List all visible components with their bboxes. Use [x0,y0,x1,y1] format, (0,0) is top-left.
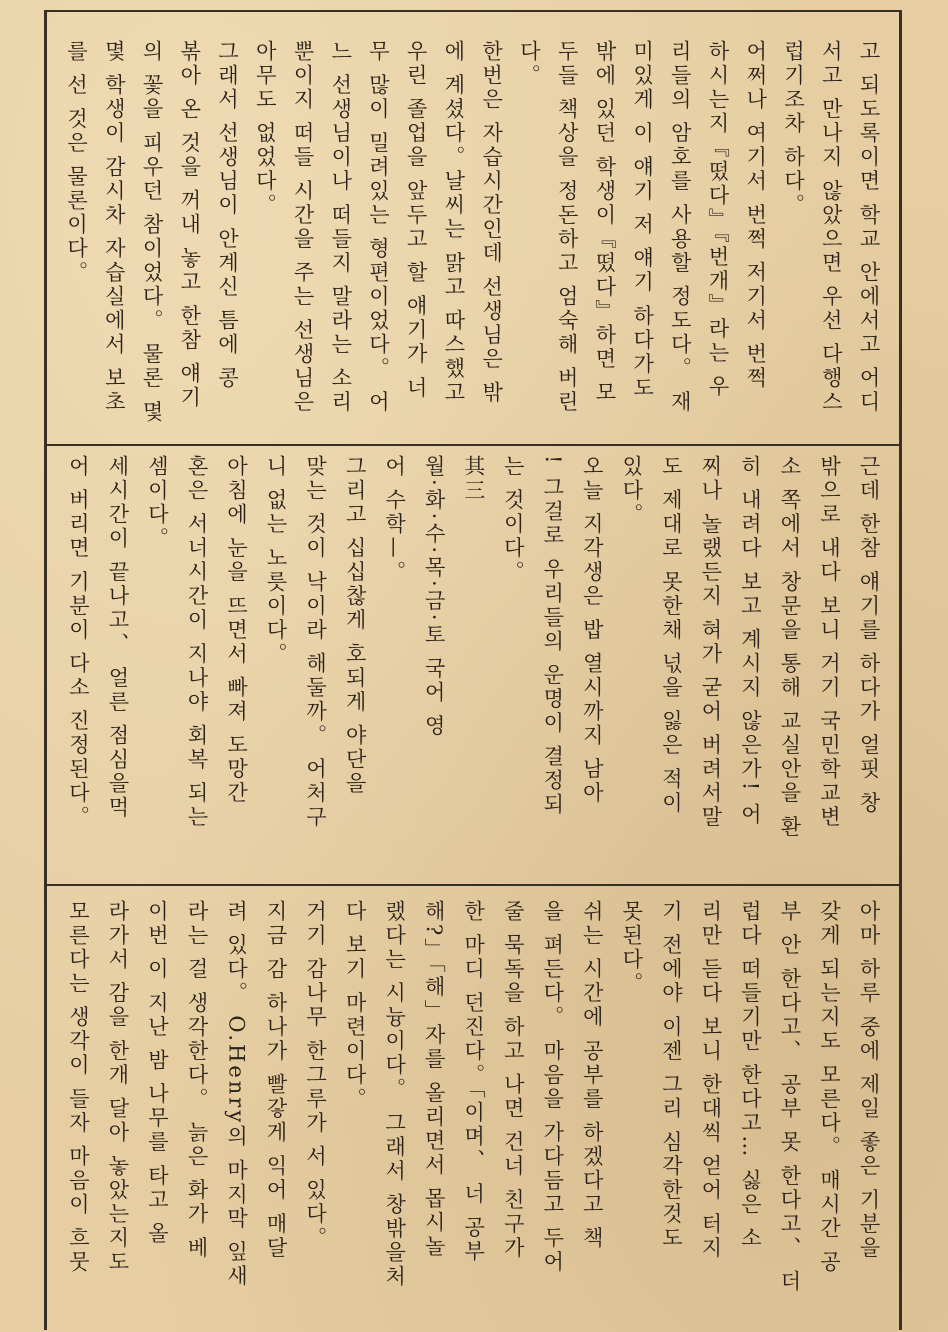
text-column: 히 내려다 보고 계시지 않은가! 어 [738,455,763,827]
text-column: 라는 걸 생각한다。 늙은 화가 베 [184,900,209,1261]
text-column: 랬다는 시늉이다。 그래서 창밖을처 [382,900,407,1290]
text-column: 우린 졸업을 앞두고 할 얘기가 너 [404,40,429,401]
text-column: 다。 [517,40,542,88]
text-column: 어 수학—。 [382,455,407,585]
text-column: 있다。 [619,455,644,527]
text-column: 기 전에야 이젠 그리 심각한것도 [659,900,684,1251]
text-column: 맞는 것이 낙이라 해둘까。 어처구 [303,455,328,830]
text-column: 이번 이 지난 밤 나무를 타고 올 [145,900,170,1247]
text-column: 혼은 서너시간이 지나야 회복 되는 [184,455,209,830]
text-column: 다 보기 마련이다。 [343,900,368,1112]
text-column: 아마 하루 중에 제일 좋은 기분을 [857,900,881,1261]
text-column: 라가서 감을 한개 달아 놓았는지도 [105,900,130,1275]
text-column: 하시는지『떴다』『번개』라는 우 [706,40,731,400]
text-column: 못된다。 [619,900,644,996]
text-column: 밖에 있던 학생이『떴다』하면 모 [592,40,617,406]
text-column: 거기 감나무 한그루가 서 있다。 [303,900,328,1251]
text-column: 어쩌나 여기서 번쩍 저기서 번쩍 [743,40,768,391]
text-column: 느 선생님이나 떠들지 말라는 소리 [328,40,353,415]
text-column: 오늘 지각생은 밥 열시까지 남아 [580,455,605,806]
text-column: 도 제대로 못한채 넋을 잃은 적이 [659,455,684,816]
text-column: 한번은 자습시간인데 선생님은 밖 [479,40,504,406]
text-column: 를 선 것은 물론이다。 [64,40,89,286]
text-column: 몇 학생이 감시차 자습실에서 보초 [102,40,127,415]
text-column: 밖으로 내다 보니 거기 국민학교변 [817,455,842,830]
text-column: 무 많이 밀려있는 형편이었다。 어 [366,40,391,415]
text-column: 럽기조차 하다。 [781,40,806,218]
text-column: 럽다 떠들기만 한다고… 싫은 소 [738,900,763,1251]
text-column: 는 것이다。 [501,455,526,585]
text-column: 아침에 눈을 뜨면서 빠져 도망간 [224,455,249,806]
text-column: 미있게 이 얘기 저 얘기 하다가도 [630,40,655,401]
text-column: 고 되도록이면 학교 안에서고 어디 [857,40,881,415]
text-column: 셈이다。 [145,455,170,551]
text-panel-top [56,40,886,435]
text-column: 찌나 놀랬든지 혀가 굳어 버려서말 [698,455,723,830]
text-column: 해?」「해」자를 올리면서 몹시놀 [422,900,447,1260]
text-column: 니 없는 노릇이다。 [264,455,289,667]
text-column: 그리고 십십찮게 호되게 야단을 [343,455,368,797]
text-column: 줄 묵독을 하고 나면 건너 친구가 [501,900,526,1261]
text-panel-bottom [56,900,886,1305]
text-column: 의 꽃을 피우던 참이었다。 물론 몇 [140,40,165,425]
text-column: ! 그걸로 우리들의 운명이 결정되 [540,455,565,818]
text-column: 其三 [461,455,486,503]
text-column: 월·화·수·목·금·토 국어 영 [422,455,447,739]
text-column: 소 쪽에서 창문을 통해 교실안을 환 [777,455,802,840]
text-column: 세시간이 끝나고、 얼른 점심을먹 [105,455,130,821]
text-column: 에 계셨다。날씨는 맑고 따스했고 [441,40,466,406]
text-column: 두들 책상을 정돈하고 엄숙해 버린 [555,40,580,415]
text-column: 모른다는 생각이 들자 마음이 흐뭇 [66,900,91,1275]
text-column: 근데 한참 얘기를 하다가 얼핏 창 [857,455,881,816]
text-column: 려 있다。 O.Henry의 마지막 잎새 [224,900,249,1289]
text-column: 뿐이지 떠들 시간을 주는 선생님은 [290,40,315,415]
text-column: 한 마디 던진다。「이며、 너 공부 [461,900,486,1265]
text-column: 볶아 온 것을 꺼내 놓고 한참 얘기 [177,40,202,411]
text-column: 아무도 없었다。 [253,40,278,218]
text-column: 리들의 암호를 사용할 정도다。 재 [668,40,693,415]
section-divider-2 [44,884,902,886]
text-column: 을 펴든다。 마음을 가다듬고 두어 [540,900,565,1275]
text-column: 리만 듣다 보니 한대씩 얻어 터지 [698,900,723,1261]
text-column: 지금 감 하나가 빨갛게 익어 매달 [264,900,289,1261]
text-column: 그래서 선생님이 안계신 틈에 콩 [215,40,240,391]
text-panel-middle [56,455,886,875]
section-divider-1 [44,444,902,446]
text-column: 서고 만나지 않았으면 우선 다행스 [819,40,844,415]
text-column: 어 버리면 기분이 다소 진정된다。 [66,455,91,830]
text-column: 갖게 되는지도 모른다。 매시간 공 [817,900,842,1275]
text-column: 부 안 한다고、 공부 못 한다고、 더 [777,900,802,1295]
text-column: 쉬는 시간에 공부를 하겠다고 책 [580,900,605,1251]
